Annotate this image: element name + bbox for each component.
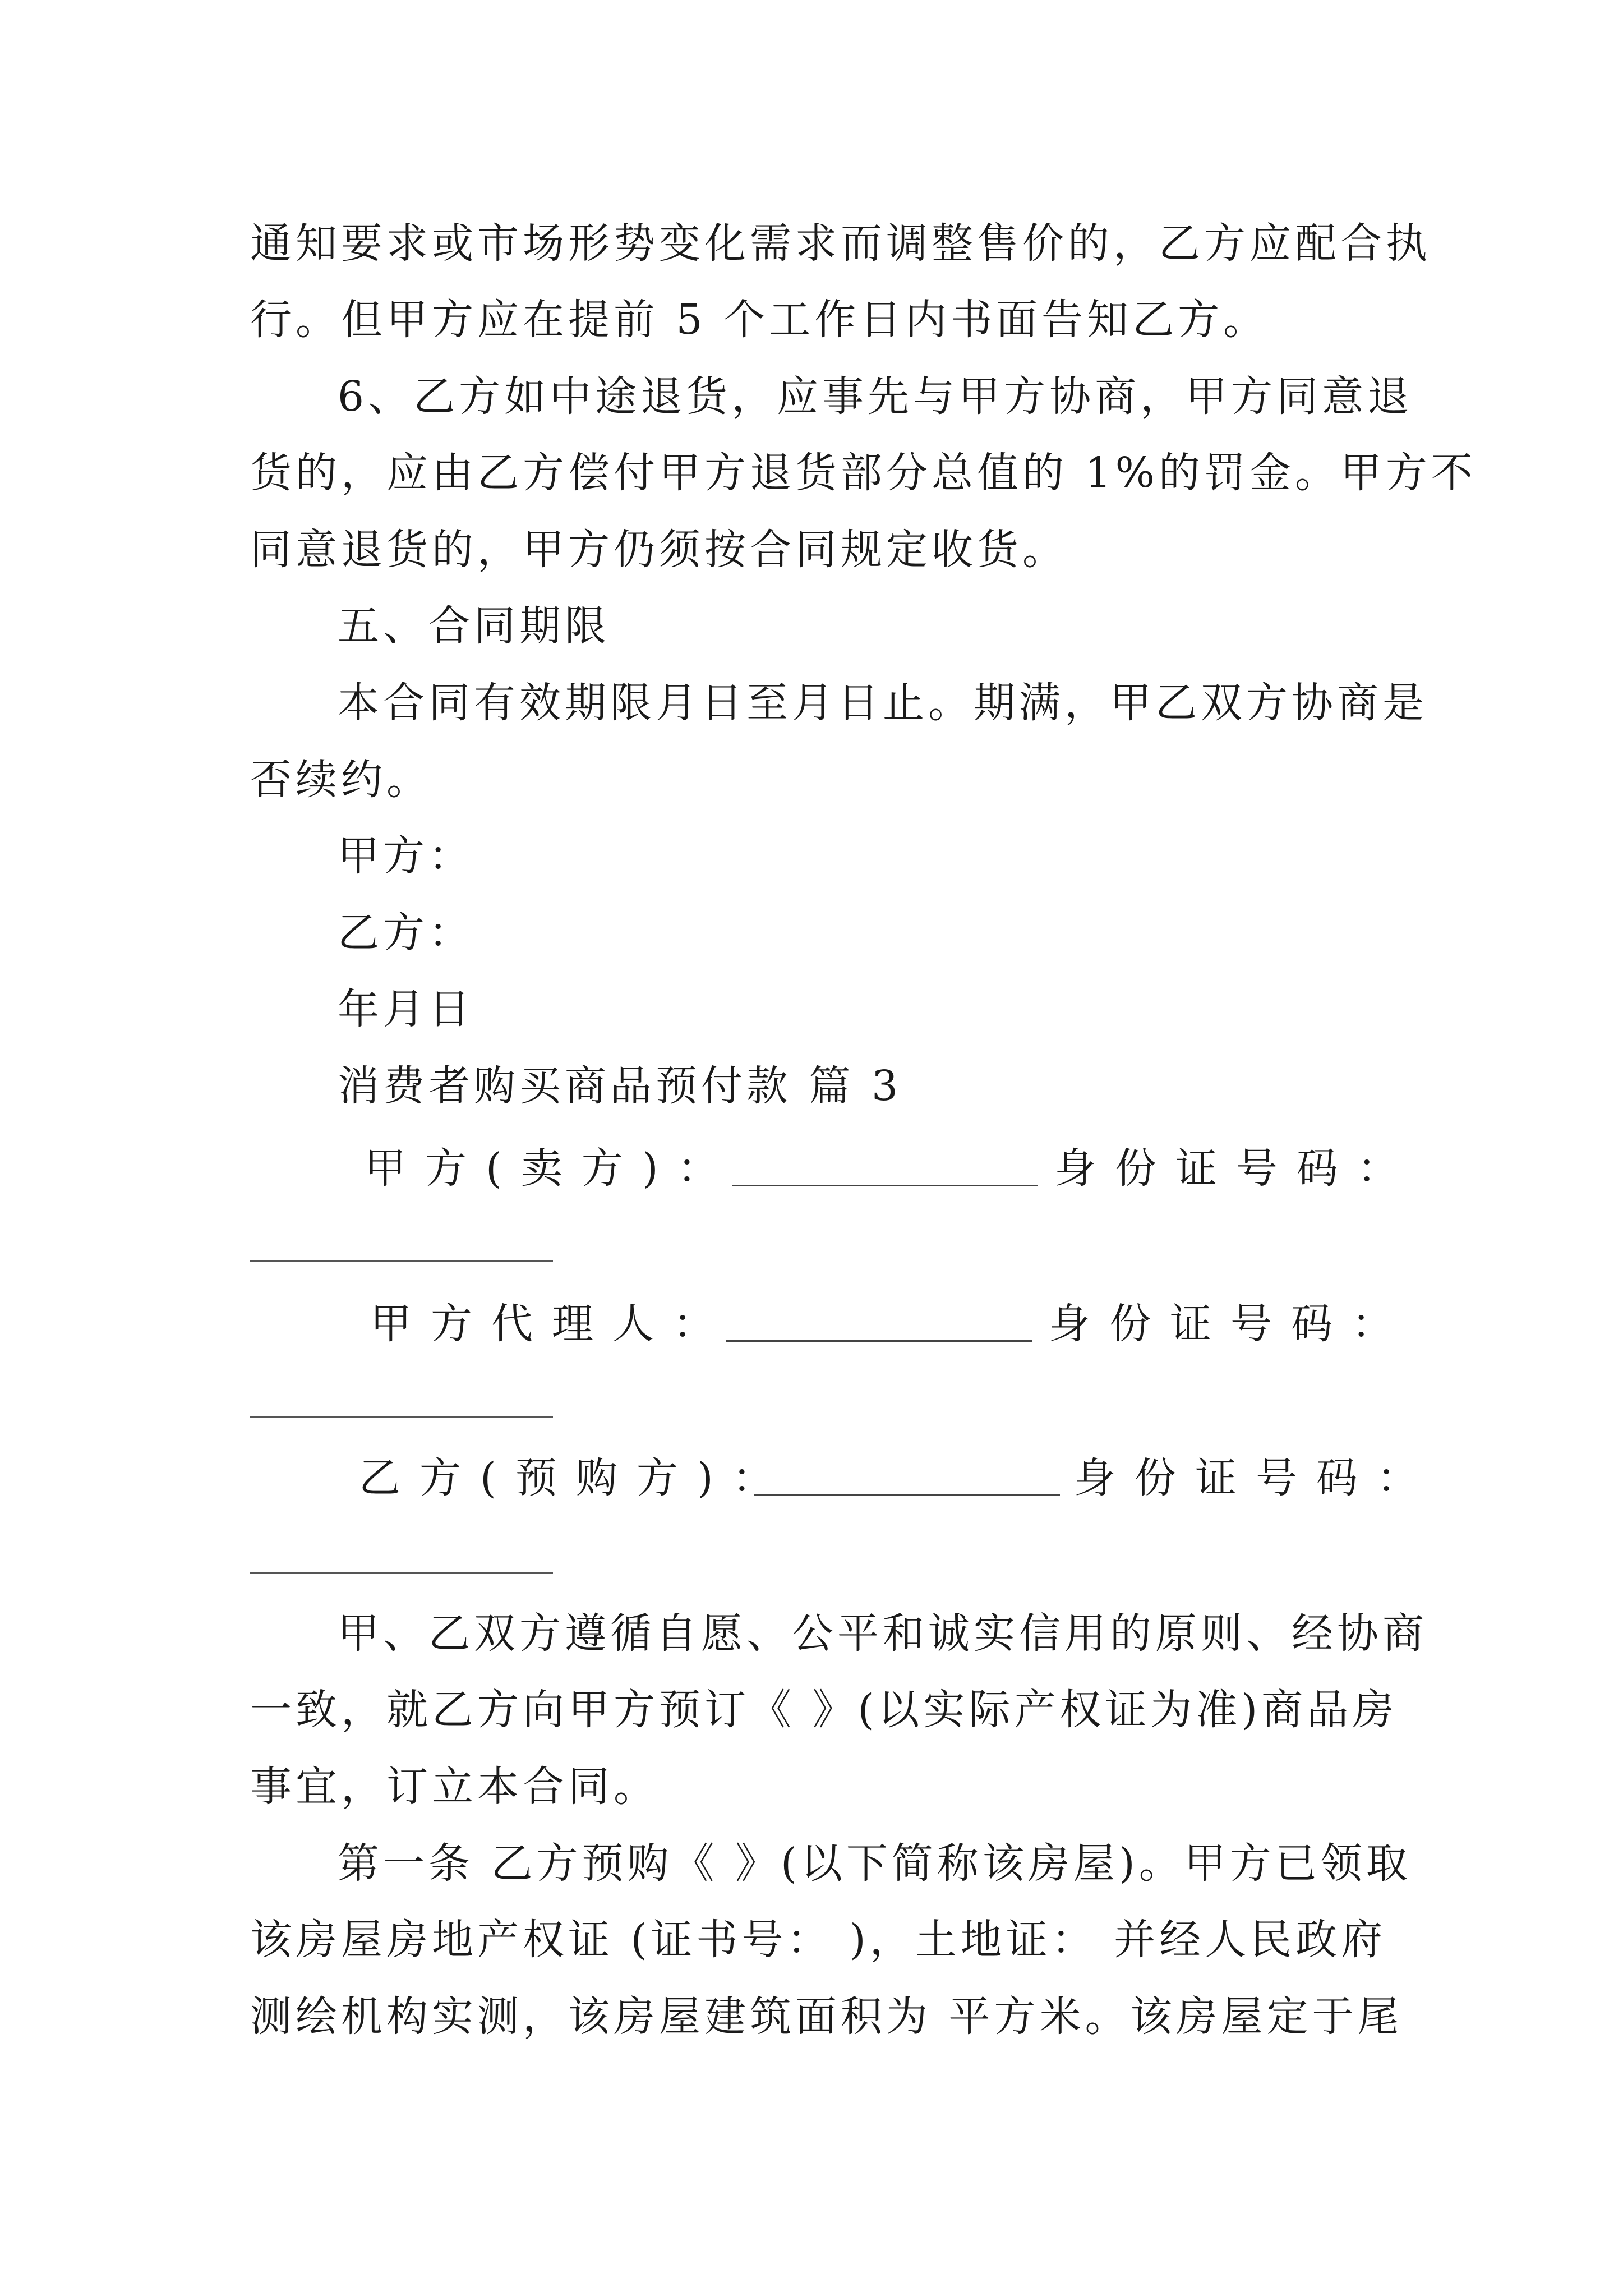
- party-b-label: 乙方(预购方)：: [359, 1454, 793, 1502]
- party-a-id-blank[interactable]: [250, 1260, 553, 1262]
- party-a-row: [0, 1138, 1623, 1199]
- paragraph-line: 该房屋房地产权证 (证书号： )，土地证： 并经人民政府: [250, 1916, 1387, 1964]
- paragraph-line: 6、乙方如中途退货，应事先与甲方协商，甲方同意退: [338, 372, 1413, 421]
- paragraph-line: 否续约。: [250, 756, 432, 804]
- party-a-agent-row: [0, 1293, 1623, 1355]
- party-b-name-blank[interactable]: [754, 1494, 1060, 1496]
- paragraph-line: 第一条 乙方预购《 》(以下简称该房屋)。甲方已领取: [338, 1839, 1412, 1888]
- paragraph-line: 事宜，订立本合同。: [250, 1763, 659, 1811]
- party-a-id-label: 身份证号码：: [1054, 1144, 1418, 1193]
- section-heading: 五、合同期限: [338, 602, 610, 650]
- party-b-id-blank[interactable]: [250, 1572, 553, 1574]
- party-b-id-label: 身份证号码：: [1074, 1454, 1437, 1502]
- paragraph-line: 同意退货的，甲方仍须按合同规定收货。: [250, 526, 1068, 574]
- party-b-row: [0, 1447, 1623, 1509]
- party-a-label: 甲方(卖方)：: [365, 1144, 738, 1193]
- signature-date: 年月日: [338, 985, 474, 1033]
- party-a-agent-id-label: 身份证号码：: [1049, 1300, 1412, 1348]
- paragraph-line: 甲、乙双方遵循自愿、公平和诚实信用的原则、经协商: [338, 1609, 1428, 1658]
- paragraph-line: 行。但甲方应在提前 5 个工作日内书面告知乙方。: [250, 296, 1269, 344]
- party-a-agent-id-blank[interactable]: [250, 1416, 553, 1418]
- paragraph-line: 通知要求或市场形势变化需求而调整售价的，乙方应配合执: [250, 219, 1431, 268]
- paragraph-line: 一致，就乙方向甲方预订《 》(以实际产权证为准)商品房: [250, 1686, 1398, 1734]
- party-a-name-blank[interactable]: [732, 1185, 1038, 1186]
- paragraph-line: 货的，应由乙方偿付甲方退货部分总值的 1%的罚金。甲方不: [250, 449, 1477, 497]
- party-a-agent-name-blank[interactable]: [726, 1340, 1032, 1342]
- document-section-title: 消费者购买商品预付款 篇 3: [338, 1062, 902, 1110]
- paragraph-line: 本合同有效期限月日至月日止。期满，甲乙双方协商是: [338, 679, 1428, 727]
- party-a-agent-label: 甲方代理人：: [370, 1300, 734, 1348]
- paragraph-line: 测绘机构实测，该房屋建筑面积为 平方米。该房屋定于尾: [250, 1993, 1403, 2041]
- signature-party-a: 甲方：: [338, 832, 474, 880]
- signature-party-b: 乙方：: [338, 909, 474, 957]
